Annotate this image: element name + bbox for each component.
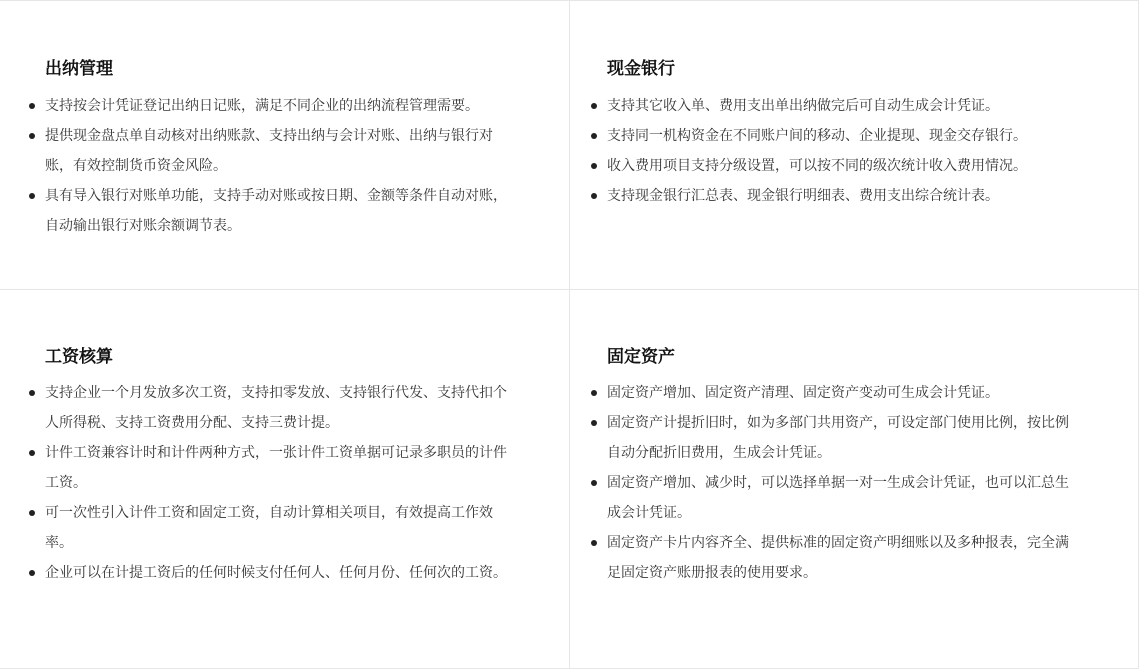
bullet-icon — [591, 390, 597, 396]
list-item — [607, 151, 1077, 181]
bullet-icon — [591, 163, 597, 169]
list-item-text: 可一次性引入计件工资和固定工资，自动计算相关项目，有效提高工作效率。 — [45, 505, 493, 551]
bullet-icon — [591, 540, 597, 546]
feature-list — [607, 378, 1077, 588]
panel-title: 固定资产 — [607, 347, 675, 367]
bullet-icon — [29, 570, 35, 576]
bullet-icon — [29, 450, 35, 456]
list-item — [45, 91, 515, 121]
panel-payroll — [0, 289, 569, 669]
list-item — [45, 438, 515, 498]
list-item-text: 支持同一机构资金在不同账户间的移动、企业提现、现金交存银行。 — [607, 128, 1027, 144]
list-item — [607, 181, 1077, 211]
list-item — [45, 558, 515, 588]
list-item-text: 固定资产计提折旧时，如为多部门共用资产，可设定部门使用比例，按比例自动分配折旧费用，生成会计凭证。 — [607, 415, 1069, 461]
list-item — [607, 468, 1077, 528]
list-item-text: 提供现金盘点单自动核对出纳账款、支持出纳与会计对账、出纳与银行对账，有效控制货币资金风险。 — [45, 128, 493, 174]
list-item-text: 固定资产增加、减少时，可以选择单据一对一生成会计凭证，也可以汇总生成会计凭证。 — [607, 475, 1069, 521]
panel-cashier-management — [0, 1, 569, 289]
feature-list — [45, 91, 515, 241]
panel-cash-bank — [569, 1, 1139, 289]
list-item — [45, 498, 515, 558]
panel-fixed-assets — [569, 289, 1139, 669]
bullet-icon — [29, 510, 35, 516]
panel-title: 工资核算 — [45, 347, 113, 367]
list-item-text: 支持现金银行汇总表、现金银行明细表、费用支出综合统计表。 — [607, 188, 999, 204]
bullet-icon — [591, 193, 597, 199]
list-item-text: 固定资产卡片内容齐全、提供标准的固定资产明细账以及多种报表，完全满足固定资产账册报表的使用要求。 — [607, 535, 1069, 581]
panel-title: 出纳管理 — [45, 59, 113, 79]
list-item-text: 计件工资兼容计时和计件两种方式，一张计件工资单据可记录多职员的计件工资。 — [45, 445, 507, 491]
bullet-icon — [29, 193, 35, 199]
panel-title: 现金银行 — [607, 59, 675, 79]
list-item — [607, 121, 1077, 151]
list-item — [45, 181, 515, 241]
list-item-text: 支持其它收入单、费用支出单出纳做完后可自动生成会计凭证。 — [607, 98, 999, 114]
list-item — [607, 378, 1077, 408]
bullet-icon — [591, 103, 597, 109]
bullet-icon — [591, 420, 597, 426]
list-item-text: 收入费用项目支持分级设置，可以按不同的级次统计收入费用情况。 — [607, 158, 1027, 174]
list-item — [607, 408, 1077, 468]
list-item — [607, 528, 1077, 588]
bullet-icon — [29, 133, 35, 139]
feature-list — [45, 378, 515, 588]
list-item — [607, 91, 1077, 121]
list-item-text: 具有导入银行对账单功能，支持手动对账或按日期、金额等条件自动对账，自动输出银行对账余额调节表。 — [45, 188, 507, 234]
list-item — [45, 121, 515, 181]
bullet-icon — [591, 480, 597, 486]
list-item — [45, 378, 515, 438]
feature-list — [607, 91, 1077, 211]
list-item-text: 支持按会计凭证登记出纳日记账，满足不同企业的出纳流程管理需要。 — [45, 98, 479, 114]
bullet-icon — [591, 133, 597, 139]
bullet-icon — [29, 390, 35, 396]
list-item-text: 固定资产增加、固定资产清理、固定资产变动可生成会计凭证。 — [607, 385, 999, 401]
bullet-icon — [29, 103, 35, 109]
list-item-text: 支持企业一个月发放多次工资，支持扣零发放、支持银行代发、支持代扣个人所得税、支持工资费用分配、支持三费计提。 — [45, 385, 507, 431]
list-item-text: 企业可以在计提工资后的任何时候支付任何人、任何月份、任何次的工资。 — [45, 565, 507, 581]
